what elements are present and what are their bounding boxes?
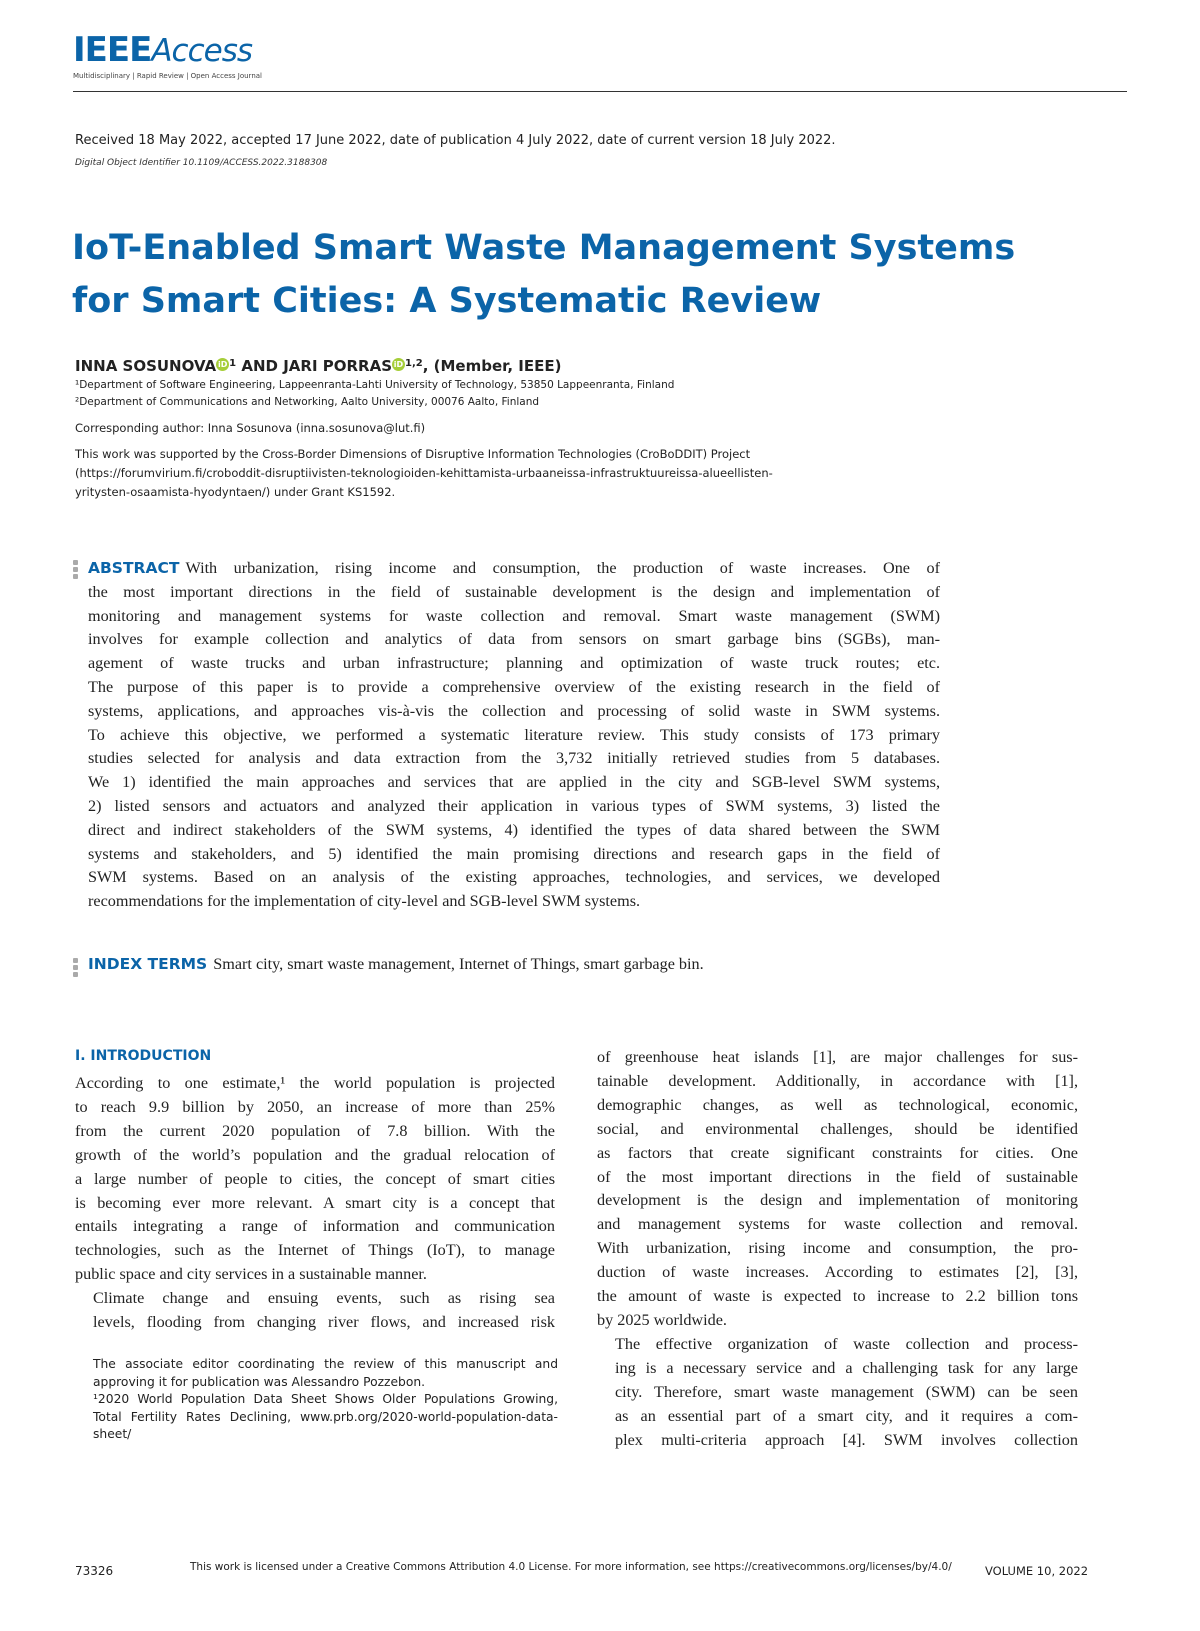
title-line-1: IoT-Enabled Smart Waste Management Systems — [72, 228, 1016, 268]
funding-line: yritysten-osaamista-hyodyntaen/) under Grant KS1592. — [75, 485, 396, 499]
funding-line: This work was supported by the Cross-Border Dimensions of Disruptive Information Technologies (CroBoDDIT) Project — [75, 447, 751, 461]
member-note: , (Member, IEEE) — [422, 357, 562, 375]
corresponding-author: Corresponding author: Inna Sosunova (inna.sosunova@lut.fi) — [75, 421, 426, 435]
abstract-line: monitoring and management systems for waste collection and removal. Smart waste management (SWM) — [88, 606, 940, 625]
text-line: growth of the world’s population and the gradual relocation of — [75, 1145, 555, 1164]
abstract-line: the most important directions in the field of sustainable development is the design and implementation of — [88, 582, 940, 601]
abstract — [88, 557, 940, 914]
paragraph — [597, 1046, 1078, 1333]
text-line: development is the design and implementation of monitoring — [597, 1191, 1078, 1210]
license-note[interactable]: This work is licensed under a Creative Commons Attribution 4.0 License. For more information, see https://creativecommons.org/licenses/by/4.0/ — [190, 1561, 952, 1573]
abstract-line: systems, applications, and approaches vis-à-vis the collection and processing of solid waste in SWM systems. — [88, 701, 940, 720]
abstract-label: ABSTRACT — [88, 559, 180, 577]
text-line: sheet/ — [93, 1427, 132, 1441]
abstract-marker-icon — [73, 560, 79, 581]
orcid-icon[interactable]: iD — [217, 360, 228, 369]
affiliation-2: ²Department of Communications and Networking, Aalto University, 00076 Aalto, Finland — [75, 396, 540, 408]
abstract-line: involves for example collection and analytics of data from sensors on smart garbage bins (SGBs), man- — [88, 630, 940, 649]
text-line: social, and environmental challenges, should be identified — [597, 1119, 1078, 1138]
text-line: Total Fertility Rates Declining, www.prb.org/2020-world-population-data- — [93, 1409, 558, 1424]
text-line: city. Therefore, smart waste management (SWM) can be seen — [615, 1382, 1078, 1401]
received-dates: Received 18 May 2022, accepted 17 June 2022, date of publication 4 July 2022, date of current version 18 July 2022. — [75, 133, 836, 148]
orcid-icon[interactable]: iD — [393, 360, 404, 369]
text-line: duction of waste increases. According to estimates [2], [3], — [597, 1263, 1078, 1282]
header-divider — [73, 91, 1127, 92]
text-line: the amount of waste is expected to increase to 2.2 billion tons — [597, 1287, 1078, 1306]
author-1-affil: 1 — [229, 358, 237, 369]
abstract-line: 2) listed sensors and actuators and analyzed their application in various types of SWM systems, 3) listed the — [88, 796, 940, 815]
column-left — [75, 1046, 555, 1335]
text-line: technologies, such as the Internet of Things (IoT), to manage — [75, 1241, 555, 1260]
abstract-line: To achieve this objective, we performed a systematic literature review. This study consists of 173 primary — [88, 725, 940, 744]
logo-tagline: Multidisciplinary | Rapid Review | Open Access Journal — [73, 72, 262, 80]
section-heading: I. INTRODUCTION — [75, 1048, 212, 1064]
paragraph — [75, 1072, 555, 1287]
index-terms-label: INDEX TERMS — [88, 955, 208, 973]
page-number: 73326 — [75, 1564, 114, 1578]
text-line: as factors that create significant constraints for cities. One — [597, 1143, 1078, 1162]
text-line: is becoming ever more relevant. A smart city is a concept that — [75, 1193, 555, 1212]
text-line: With urbanization, rising income and consumption, the pro- — [597, 1239, 1078, 1258]
title-line-2: for Smart Cities: A Systematic Review — [72, 281, 822, 321]
text-line: levels, flooding from changing river flows, and increased risk — [93, 1313, 555, 1332]
text-line: and management systems for waste collection and removal. — [597, 1215, 1078, 1234]
text-line: tainable development. Additionally, in accordance with [1], — [597, 1071, 1078, 1090]
abstract-text: With urbanization, rising income and consumption, the production of waste increases. One of — [185, 559, 940, 577]
text-line: demographic changes, as well as technological, economic, — [597, 1095, 1078, 1114]
index-terms — [88, 955, 704, 974]
abstract-line — [88, 557, 940, 581]
paragraph — [597, 1333, 1078, 1453]
abstract-line: agement of waste trucks and urban infrastructure; planning and optimization of waste truck routes; etc. — [88, 654, 940, 673]
text-line: plex multi-criteria approach [4]. SWM involves collection — [615, 1430, 1078, 1449]
volume-info: VOLUME 10, 2022 — [985, 1564, 1089, 1578]
abstract-line: recommendations for the implementation of city-level and SGB-level SWM systems. — [88, 892, 641, 911]
author-line — [75, 357, 561, 375]
editor-note — [75, 1356, 558, 1391]
text-line: ing is a necessary service and a challenging task for any large — [615, 1358, 1078, 1377]
text-line: a large number of people to cities, the concept of smart cities — [75, 1169, 555, 1188]
doi: Digital Object Identifier 10.1109/ACCESS.2022.3188308 — [75, 158, 328, 168]
logo-ieee: IEEE — [73, 30, 152, 70]
text-line: approving it for publication was Alessandro Pozzebon. — [93, 1374, 426, 1389]
paper-title — [72, 222, 1072, 328]
text-line: to reach 9.9 billion by 2050, an increase of more than 25% — [75, 1097, 555, 1116]
author-2: AND JARI PORRAS — [236, 357, 392, 375]
index-terms-marker-icon — [73, 958, 79, 979]
column-right — [597, 1046, 1078, 1452]
text-line: According to one estimate,¹ the world population is projected — [75, 1074, 555, 1092]
text-line: The associate editor coordinating the review of this manuscript and — [93, 1357, 558, 1371]
text-line: of the most important directions in the field of sustainable — [597, 1167, 1078, 1186]
footnotes — [75, 1356, 558, 1444]
text-line: ¹2020 World Population Data Sheet Shows Older Populations Growing, — [93, 1392, 558, 1406]
logo-access: Access — [151, 33, 252, 69]
abstract-line: systems and stakeholders, and 5) identified the main promising directions and research gaps in the field of — [88, 844, 940, 863]
text-line: public space and city services in a sustainable manner. — [75, 1265, 427, 1284]
text-line: entails integrating a range of information and communication — [75, 1217, 555, 1236]
author-1: INNA SOSUNOVA — [75, 357, 217, 375]
journal-logo — [73, 30, 252, 70]
text-line: from the current 2020 population of 7.8 billion. With the — [75, 1121, 555, 1140]
text-line: of greenhouse heat islands [1], are major challenges for sus- — [597, 1048, 1078, 1066]
abstract-line: We 1) identified the main approaches and services that are applied in the city and SGB-level SWM systems, — [88, 773, 940, 792]
abstract-line: The purpose of this paper is to provide a comprehensive overview of the existing research in the field of — [88, 677, 940, 696]
abstract-line: direct and indirect stakeholders of the SWM systems, 4) identified the types of data shared between the SWM — [88, 820, 940, 839]
text-line: as an essential part of a smart city, and it requires a com- — [615, 1406, 1078, 1425]
abstract-line: SWM systems. Based on an analysis of the existing approaches, technologies, and services, we developed — [88, 868, 940, 887]
affiliation-1: ¹Department of Software Engineering, Lappeenranta-Lahti University of Technology, 53850 Lappeenranta, Finland — [75, 379, 675, 391]
text-line: The effective organization of waste collection and process- — [615, 1334, 1078, 1353]
paragraph — [75, 1287, 555, 1335]
text-line: by 2025 worldwide. — [597, 1310, 727, 1329]
author-2-affil: 1,2 — [405, 358, 423, 369]
index-terms-text: Smart city, smart waste management, Internet of Things, smart garbage bin. — [213, 955, 704, 973]
abstract-line: studies selected for analysis and data extraction from the 3,732 initially retrieved studies from 5 databases. — [88, 749, 940, 768]
footnote-1 — [75, 1391, 558, 1444]
text-line: Climate change and ensuing events, such as rising sea — [93, 1289, 555, 1308]
funding-line: (https://forumvirium.fi/croboddit-disruptiivisten-teknologioiden-kehittamista-urbaaneissa-infrastruktuureissa-alueellisten- — [75, 466, 773, 480]
